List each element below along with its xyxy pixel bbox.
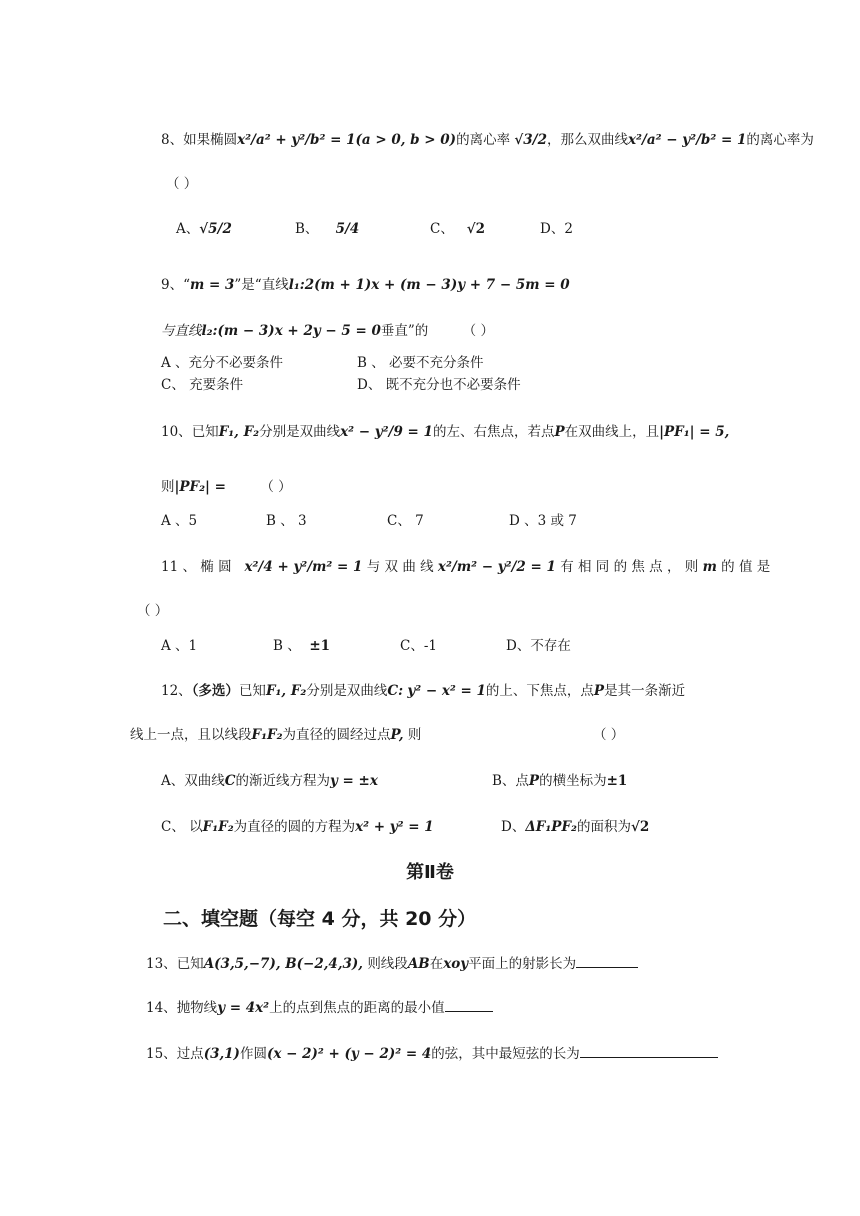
q15-text: 过点	[176, 1046, 204, 1062]
q8-option-a-label: A、	[176, 221, 200, 237]
q11-option-b-label: B 、	[273, 638, 301, 654]
q14-answer-blank[interactable]	[445, 997, 493, 1012]
q10-text: 在双曲线上，且	[564, 424, 660, 440]
q12-curve-c: C:	[387, 683, 404, 699]
q12-text: 的上、下焦点，点	[485, 683, 594, 699]
q12-option-a-equation: y = ±x	[330, 773, 378, 789]
q8-number: 8、	[161, 132, 184, 148]
q8-option-c-label: C、	[430, 221, 454, 237]
q10-option-b: B 、 3	[266, 513, 307, 529]
q12-option-c-label: C、 以	[161, 819, 203, 835]
q8-option-c	[430, 219, 485, 239]
q11-hyperbola-equation: x²/m² − y²/2 = 1	[437, 559, 556, 575]
q8-eccentricity: √3/2	[514, 132, 547, 148]
q10-pf1: |PF₁| = 5,	[659, 424, 730, 440]
q12-option-a-curve: C	[224, 773, 236, 789]
q12-multi-select-tag: （多选）	[191, 683, 239, 699]
q8-option-a-value: √5/2	[199, 221, 232, 237]
question-14	[146, 997, 493, 1018]
q8-text: ，那么双曲线	[546, 132, 628, 148]
question-12-line-1	[161, 681, 685, 701]
question-9-line-1	[161, 275, 570, 295]
q12-option-d-label: D、	[501, 819, 526, 835]
q9-option-d: D、 既不充分也不必要条件	[357, 377, 521, 393]
q9-line-l1: l₁:2(m + 1)x + (m − 3)y + 7 − 5m = 0	[288, 277, 570, 293]
q10-text: 则	[161, 479, 175, 495]
question-8-line-1	[161, 130, 814, 150]
q12-text: 是其一条渐近	[604, 683, 686, 699]
q12-text: 已知	[238, 683, 266, 699]
q8-option-b	[295, 219, 359, 239]
q8-text: 的离心率	[456, 132, 511, 148]
q9-option-a: A 、充分不必要条件	[161, 355, 284, 371]
q8-option-a	[176, 219, 232, 239]
q11-option-b-value: ±1	[309, 638, 331, 654]
q10-text: 的左、右焦点，若点	[432, 424, 555, 440]
q12-option-b-point: P	[528, 773, 540, 789]
q11-text: 与 双 曲 线	[366, 559, 434, 575]
q12-answer-paren: （ ）	[593, 727, 625, 743]
q13-plane: xoy	[443, 956, 469, 972]
q9-number: 9、	[161, 277, 184, 293]
q11-option-b	[273, 636, 330, 656]
q15-point: (3,1)	[203, 1046, 240, 1062]
q8-option-d: D、2	[540, 221, 573, 237]
q12-text: 则	[407, 727, 422, 743]
q8-answer-paren: （ ）	[166, 176, 198, 192]
q9-line-l2: l₂:(m − 3)x + 2y − 5 = 0	[201, 323, 381, 339]
q12-option-d-triangle: ΔF₁PF₂	[525, 819, 577, 835]
q8-text: 如果椭圆	[183, 132, 238, 148]
q12-option-d-value: √2	[630, 819, 650, 835]
q15-number: 15、	[146, 1046, 177, 1062]
q12-number: 12、	[161, 683, 192, 699]
q13-text: 则线段	[367, 956, 408, 972]
q10-pf2: |PF₂| =	[174, 479, 226, 495]
q11-option-c: C、-1	[400, 638, 437, 654]
q13-answer-blank[interactable]	[576, 953, 638, 968]
q12-option-b	[492, 771, 627, 791]
q11-ellipse-equation: x²/4 + y²/m² = 1	[244, 559, 363, 575]
q13-number: 13、	[146, 956, 177, 972]
q11-m: m	[702, 559, 717, 575]
q10-point-p: P	[554, 424, 565, 440]
q12-option-c-equation: x² + y² = 1	[355, 819, 434, 835]
q11-number: 11 、	[161, 559, 196, 575]
q12-point-p: P	[593, 683, 605, 699]
q12-text: 分别是双曲线	[306, 683, 388, 699]
q8-text: 的离心率为	[746, 132, 814, 148]
q12-option-b-value: ±1	[606, 773, 628, 789]
question-13	[146, 953, 638, 974]
q12-text: 线上一点，且以线段	[130, 727, 252, 743]
q11-option-d: D、不存在	[506, 638, 571, 654]
q8-option-c-value: √2	[466, 221, 485, 237]
q13-text: 平面上的射影长为	[468, 956, 577, 972]
q15-text: 的弦，其中最短弦的长为	[431, 1046, 580, 1062]
question-10-line-1	[161, 422, 729, 442]
q10-text: 已知	[191, 424, 219, 440]
q14-number: 14、	[146, 1000, 177, 1016]
q12-text: 为直径的圆经过点	[282, 727, 391, 743]
question-9-line-2	[161, 321, 494, 341]
question-12-line-2	[130, 725, 421, 745]
q12-option-d-text: 的面积为	[576, 819, 631, 835]
q12-foci: F₁, F₂	[265, 683, 307, 699]
q12-segment-f1f2: F₁F₂	[251, 727, 283, 743]
q12-hyperbola-equation: y² − x² = 1	[407, 683, 486, 699]
q11-option-a: A 、1	[161, 638, 198, 654]
q9-option-b: B 、 必要不充分条件	[357, 355, 484, 371]
q10-text: 分别是双曲线	[259, 424, 341, 440]
q12-option-b-label: B、点	[492, 773, 529, 789]
q9-text: 垂直”的	[380, 323, 429, 339]
q12-option-a	[161, 771, 378, 791]
q12-option-b-text: 的横坐标为	[539, 773, 607, 789]
q12-point-p: P,	[390, 727, 404, 743]
part-2-heading: 第Ⅱ卷	[406, 862, 454, 883]
q13-points: A(3,5,−7), B(−2,4,3),	[203, 956, 364, 972]
q12-option-a-label: A、双曲线	[161, 773, 225, 789]
q10-answer-paren: （ ）	[260, 479, 292, 495]
q14-text: 上的点到焦点的距离的最小值	[269, 1000, 445, 1016]
q11-text: 的 值 是	[721, 559, 771, 575]
q11-text: 椭 圆	[200, 559, 232, 575]
q10-foci: F₁, F₂	[218, 424, 260, 440]
q13-text: 已知	[176, 956, 204, 972]
q11-text: 有 相 同 的 焦 点 ， 则	[560, 559, 699, 575]
q12-option-d	[501, 817, 649, 837]
question-15	[146, 1043, 718, 1064]
q15-text: 作圆	[239, 1046, 267, 1062]
q12-option-a-text: 的渐近线方程为	[235, 773, 330, 789]
q12-option-c-text: 为直径的圆的方程为	[233, 819, 356, 835]
q9-condition: m = 3	[190, 277, 235, 293]
section-2-heading: 二、填空题（每空 4 分，共 20 分）	[163, 908, 477, 930]
q15-answer-blank[interactable]	[580, 1043, 718, 1058]
q9-text: “	[183, 277, 190, 293]
q10-number: 10、	[161, 424, 192, 440]
question-11-line-1	[161, 557, 770, 577]
q11-answer-paren: （ ）	[137, 603, 169, 619]
q13-segment-ab: AB	[407, 956, 430, 972]
q15-circle-equation: (x − 2)² + (y − 2)² = 4	[266, 1046, 432, 1062]
q13-text: 在	[429, 956, 444, 972]
q9-text: 与直线	[161, 323, 202, 339]
q8-option-b-value: 5/4	[335, 221, 360, 237]
q14-text: 抛物线	[176, 1000, 218, 1016]
q9-option-c: C、 充要条件	[161, 377, 244, 393]
q10-option-c: C、 7	[387, 513, 424, 529]
q10-option-a: A 、5	[161, 513, 198, 529]
q10-option-d: D 、3 或 7	[509, 513, 577, 529]
q8-hyperbola-equation: x²/a² − y²/b² = 1	[627, 132, 747, 148]
q12-option-c-segment: F₁F₂	[202, 819, 234, 835]
q12-option-c	[161, 817, 434, 837]
q8-option-b-label: B、	[295, 221, 319, 237]
q14-parabola-equation: y = 4x²	[217, 1000, 270, 1016]
q8-ellipse-equation: x²/a² + y²/b² = 1(a > 0, b > 0)	[237, 132, 457, 148]
question-10-line-2	[161, 477, 292, 497]
q9-text: ”是“直线	[234, 277, 289, 293]
q10-hyperbola-equation: x² − y²/9 = 1	[340, 424, 433, 440]
q9-answer-paren: （ ）	[462, 323, 494, 339]
